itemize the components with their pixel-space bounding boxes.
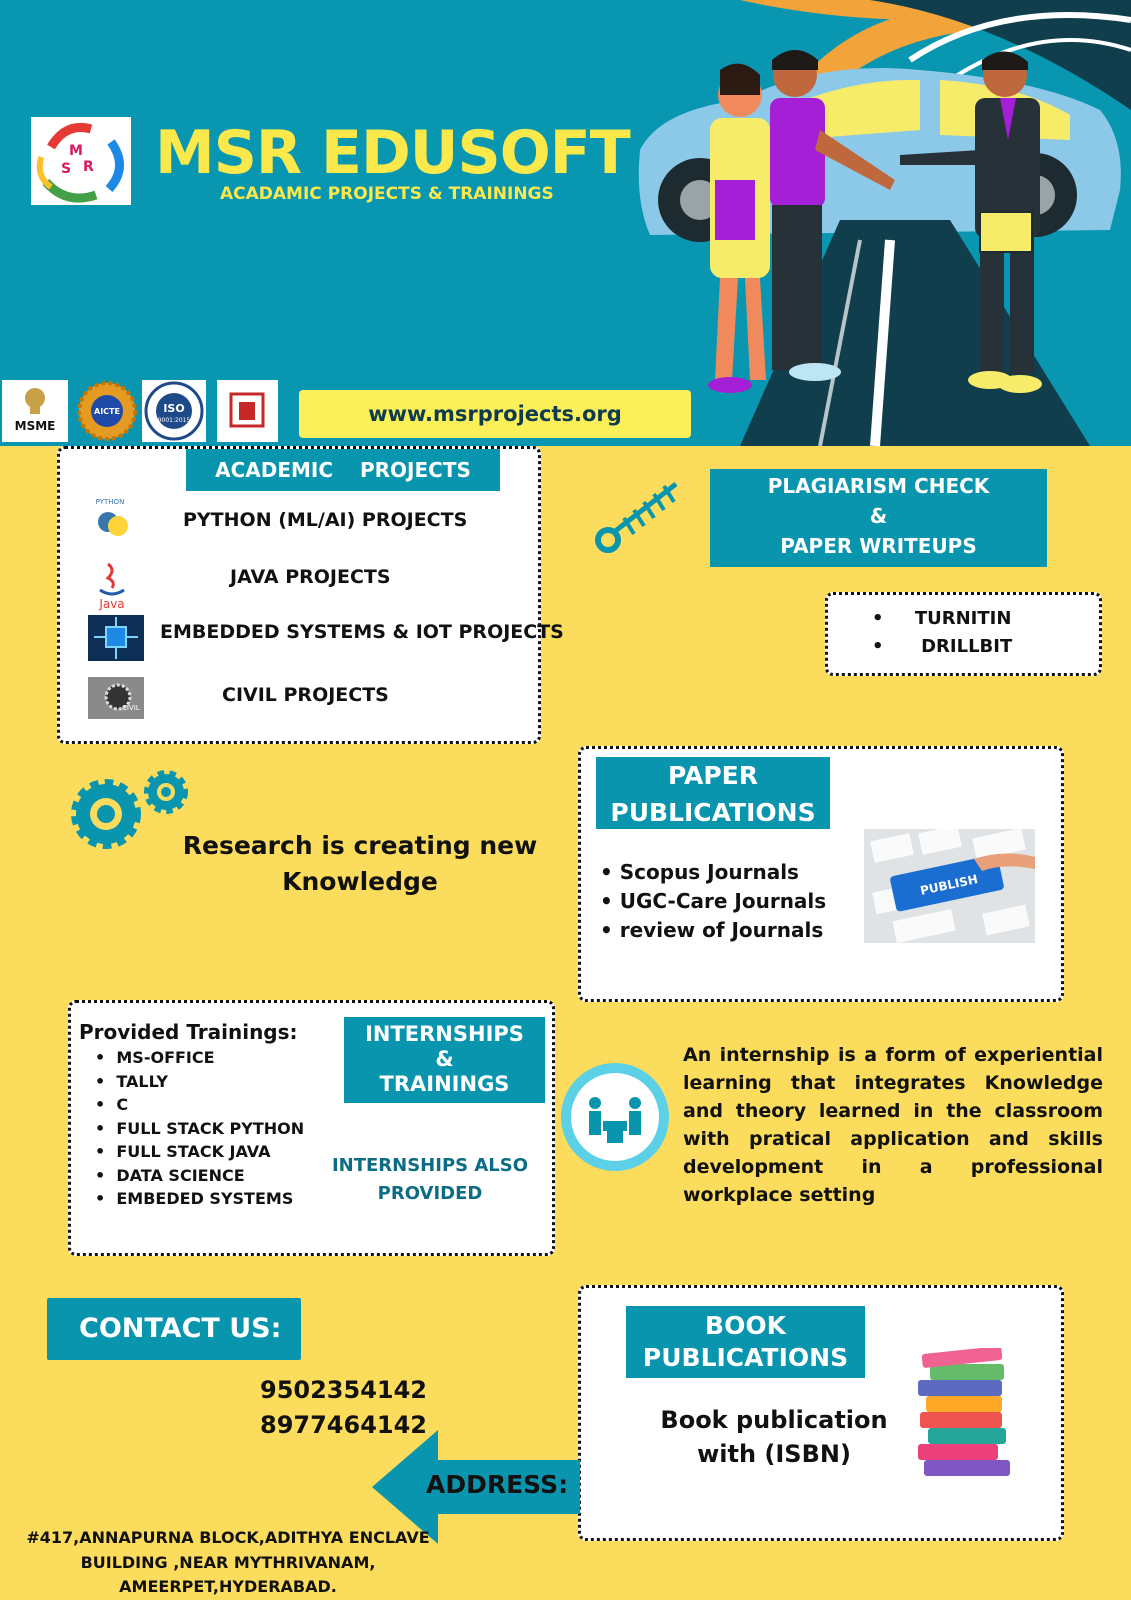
contact-title: CONTACT US: <box>47 1298 301 1360</box>
logo-letter-s: S <box>61 161 72 177</box>
book-title-line2: PUBLICATIONS <box>642 1343 849 1372</box>
website-link[interactable]: www.msrprojects.org <box>299 390 691 438</box>
meeting-icon <box>557 1059 673 1179</box>
logo-letter-m: M <box>69 143 83 159</box>
java-icon <box>90 556 146 611</box>
address-line2: BUILDING ,NEAR MYTHRIVANAM, <box>80 1552 376 1572</box>
internships-title-line2: & <box>435 1047 454 1071</box>
journal-ugc: UGC-Care Journals <box>619 889 827 913</box>
phone-number-1[interactable]: 9502354142 <box>260 1376 427 1404</box>
list-item: • C <box>95 1095 129 1114</box>
brand-subtitle: ACADAMIC PROJECTS & TRAININGS <box>220 184 554 204</box>
internships-title-line3: TRAININGS <box>379 1072 510 1096</box>
publish-key-label: PUBLISH <box>918 872 980 898</box>
chip-icon <box>88 615 144 661</box>
tool-item: • TURNITIN <box>872 608 1012 629</box>
plagiarism-tools-box <box>825 592 1102 676</box>
book-text-line2: with (ISBN) <box>697 1440 851 1468</box>
list-item: • review of Journals <box>600 918 824 942</box>
training-fs-python: FULL STACK PYTHON <box>116 1118 305 1138</box>
list-item: • DATA SCIENCE <box>95 1165 245 1185</box>
iso-badge <box>142 380 206 442</box>
training-tally: TALLY <box>116 1071 168 1091</box>
python-icon <box>88 496 144 542</box>
address-line1: #417,ANNAPURNA BLOCK,ADITHYA ENCLAVE <box>26 1528 430 1547</box>
paper-title-line1: PAPER <box>667 761 759 790</box>
car-illustration <box>620 0 1131 446</box>
internships-title-line1: INTERNSHIPS <box>365 1022 524 1046</box>
books-stack-icon <box>910 1348 1020 1486</box>
civil-icon <box>88 677 144 719</box>
internships-also-line2: PROVIDED <box>377 1183 483 1204</box>
journal-scopus: Scopus Journals <box>619 860 799 884</box>
address-line3: AMEERPET,HYDERABAD. <box>119 1577 337 1596</box>
training-fs-java: FULL STACK JAVA <box>116 1142 271 1161</box>
training-c: C <box>116 1095 129 1114</box>
list-item: • TALLY <box>95 1071 168 1091</box>
plagiarism-title <box>710 469 1047 567</box>
iso-text: ISO <box>163 402 185 415</box>
book-description <box>656 1403 892 1471</box>
list-item: • Scopus Journals <box>600 860 799 884</box>
project-item-java: JAVA PROJECTS <box>230 566 391 588</box>
plagiarism-title-line2: & <box>869 504 888 528</box>
project-item-python: PYTHON (ML/AI) PROJECTS <box>183 509 468 531</box>
paper-title-line2: PUBLICATIONS <box>610 798 816 827</box>
aicte-text: AICTE <box>94 407 120 416</box>
list-item: • EMBEDED SYSTEMS <box>95 1189 294 1208</box>
paper-journal-list <box>600 858 826 945</box>
academic-projects-title: ACADEMIC PROJECTS <box>186 449 500 491</box>
project-item-embedded: EMBEDDED SYSTEMS & IOT PROJECTS <box>160 621 564 643</box>
civil-icon-text: CIVIL <box>122 704 140 712</box>
trainings-list <box>95 1046 304 1211</box>
research-quote <box>180 828 540 900</box>
aicte-badge <box>76 380 142 442</box>
tool-turnitin: TURNITIN <box>914 608 1012 629</box>
project-item-civil: CIVIL PROJECTS <box>222 684 389 706</box>
publish-keyboard-image <box>864 829 1035 943</box>
list-item: • FULL STACK PYTHON <box>95 1118 305 1138</box>
brand-title: MSR EDUSOFT <box>155 118 630 188</box>
research-line2: Knowledge <box>282 867 438 896</box>
iso-sub: 9001:2015 <box>157 417 191 424</box>
internship-description: An internship is a form of experiential learning that integrates Knowledge and theory learned in the classroom with pratical application and skills development in a professional workplace setting <box>683 1044 1103 1206</box>
training-embedded: EMBEDED SYSTEMS <box>116 1189 294 1208</box>
msme-badge <box>2 380 68 442</box>
tool-item: • DRILLBIT <box>872 636 1013 657</box>
internships-also-line1: INTERNSHIPS ALSO <box>331 1155 529 1176</box>
journal-review: review of Journals <box>619 918 824 942</box>
address-text <box>18 1526 438 1600</box>
header-banner <box>0 0 1131 446</box>
paper-publications-title <box>596 757 830 829</box>
book-title-line1: BOOK <box>705 1311 786 1340</box>
institute-badge <box>217 380 278 442</box>
plagiarism-title-line1: PLAGIARISM CHECK <box>767 474 990 498</box>
msme-text: MSME <box>14 419 56 433</box>
address-label: ADDRESS: <box>426 1470 569 1499</box>
book-publications-title <box>626 1306 865 1378</box>
tool-drillbit: DRILLBIT <box>921 636 1013 657</box>
logo-letter-r: R <box>83 159 94 175</box>
internships-also-note <box>320 1152 540 1208</box>
plagiarism-title-line3: PAPER WRITEUPS <box>780 534 977 558</box>
gears-icon <box>68 766 194 860</box>
list-item: • UGC-Care Journals <box>600 889 827 913</box>
list-item: • MS-OFFICE <box>95 1048 215 1067</box>
internships-title <box>344 1017 545 1103</box>
phone-number-2[interactable]: 8977464142 <box>260 1411 427 1439</box>
list-item: • FULL STACK JAVA <box>95 1142 271 1161</box>
plagiarism-tools-list <box>872 605 1012 661</box>
training-data-science: DATA SCIENCE <box>116 1165 245 1185</box>
msr-logo <box>31 117 131 205</box>
training-ms-office: MS-OFFICE <box>116 1048 215 1067</box>
signal-icon <box>590 466 686 566</box>
research-line1: Research is creating new <box>182 831 538 860</box>
book-text-line1: Book publication <box>660 1406 888 1434</box>
trainings-title: Provided Trainings: <box>79 1020 298 1044</box>
python-icon-text: PYTHON <box>95 498 125 506</box>
java-icon-text: Java <box>99 597 125 611</box>
